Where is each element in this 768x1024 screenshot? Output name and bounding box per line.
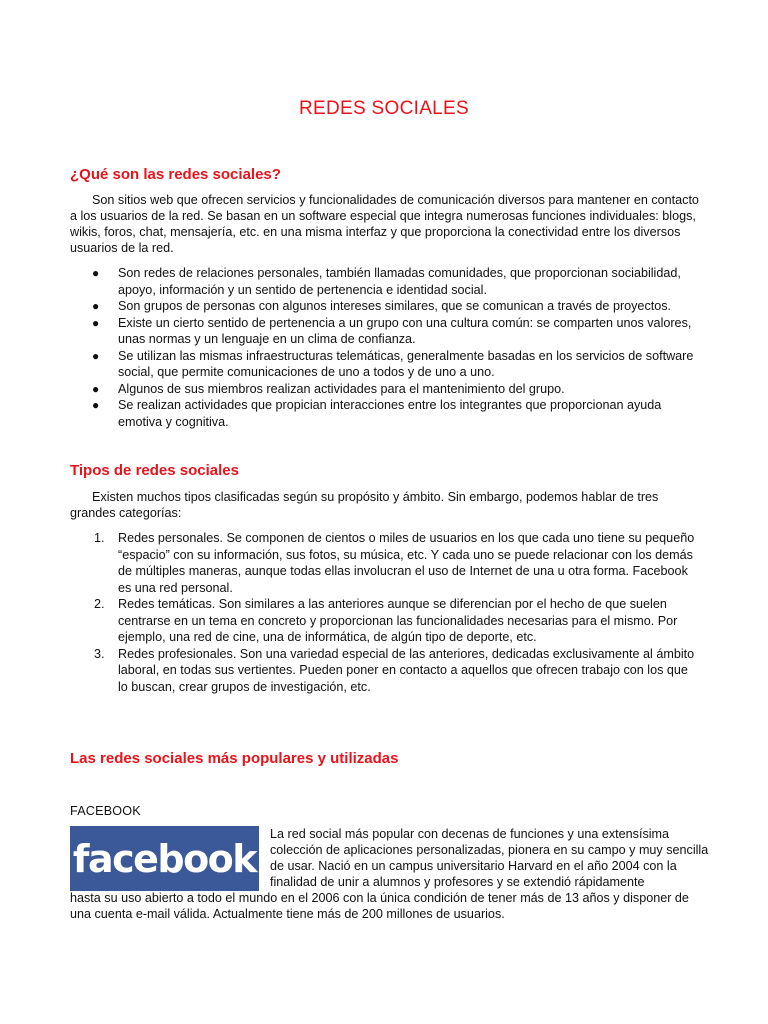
list-item: 3. Redes profesionales. Son una variedad especial de las anteriores, dedicadas exclusivamente al ámbito laboral, en todas sus vertientes. Pueden poner en contacto a aquellos que ofrecen trabajo con los que lo buscan, crear grupos de investigación, etc. <box>94 646 695 694</box>
bullet-icon: ● <box>92 348 100 363</box>
list-item: ● Algunos de sus miembros realizan actividades para el mantenimiento del grupo. <box>92 381 565 396</box>
bullet-icon: ● <box>92 381 100 396</box>
heading-tipos: Tipos de redes sociales <box>70 462 239 479</box>
list-item: ● Son redes de relaciones personales, también llamadas comunidades, que proporcionan sociabilidad, apoyo, información y un sentido de pertenencia e identidad social. <box>92 266 681 297</box>
list-item: ● Son grupos de personas con algunos intereses similares, que se comunican a través de proyectos. <box>92 299 672 313</box>
facebook-label: FACEBOOK <box>70 804 141 818</box>
list-item: 2. Redes temáticas. Son similares a las anteriores aunque se diferencian por el hecho de que suelen centrarse en un tema en concreto y proporcionan las funcionalidades necesarias para el mismo. Por ejemplo, una red de cine, una de informática, de algún tipo de deporte, etc. <box>94 597 678 644</box>
page-title: REDES SOCIALES <box>299 98 469 119</box>
bullet-icon: ● <box>92 266 100 280</box>
list-item: ● Se realizan actividades que propician interacciones entre los integrantes que proporcionan ayuda emotiva y cognitiva. <box>92 398 662 429</box>
bullet-icon: ● <box>92 299 100 313</box>
heading-que-son: ¿Qué son las redes sociales? <box>70 166 281 183</box>
bullet-icon: ● <box>92 398 100 412</box>
facebook-logo-text: facebook <box>72 836 257 881</box>
facebook-description-bottom: hasta su uso abierto a todo el mundo en el 2006 con la única condición de tener más de 13 años y disponer de una cuenta e-mail válida. Actualmente tiene más de 200 millones de usuarios. <box>70 891 689 921</box>
list-item: 1. Redes personales. Se componen de cientos o miles de usuarios en los que cada uno tiene su pequeño “espacio” con su información, sus fotos, su música, etc. Y cada uno se puede relacionar con los demás de múltiples maneras, aunque todas ellas involucran el uso de Internet de una u otra forma. Facebook es una red personal. <box>94 531 695 595</box>
list-item: ● Existe un cierto sentido de pertenencia a un grupo con una cultura común: se comparten unos valores, unas normas y un lenguaje en un clima de confianza. <box>92 315 692 346</box>
types-intro-paragraph: Existen muchos tipos clasificadas según su propósito y ámbito. Sin embargo, podemos hablar de tres grandes categorías: <box>70 490 659 520</box>
facebook-description-top: La red social más popular con decenas de funciones y una extensísima colección de aplicaciones personalizadas, pionera en su campo y muy sencilla de usar. Nació en un campus universitario Harvard en el año 2004 con la finalidad de unir a alumnos y profesores y se extendió rápidamente <box>270 827 709 889</box>
features-bullet-list <box>70 265 700 430</box>
intro-paragraph: Son sitios web que ofrecen servicios y funcionalidades de comunicación diversos para mantener en contacto a los usuarios de la red. Se basan en un software especial que integra numerosas funciones individuales: blogs, wikis, foros, chat, mensajería, etc. en una misma interfaz y que proporciona la conectividad entre los diversos usuarios de la red. <box>70 193 699 255</box>
types-numbered-list <box>70 530 700 695</box>
list-item: ● Se utilizan las mismas infraestructuras telemáticas, generalmente basadas en los servicios de software social, que permite comunicaciones de uno a todos y de uno a uno. <box>92 348 694 379</box>
heading-populares: Las redes sociales más populares y utilizadas <box>70 750 399 767</box>
facebook-logo <box>70 826 259 891</box>
bullet-icon: ● <box>92 315 100 330</box>
